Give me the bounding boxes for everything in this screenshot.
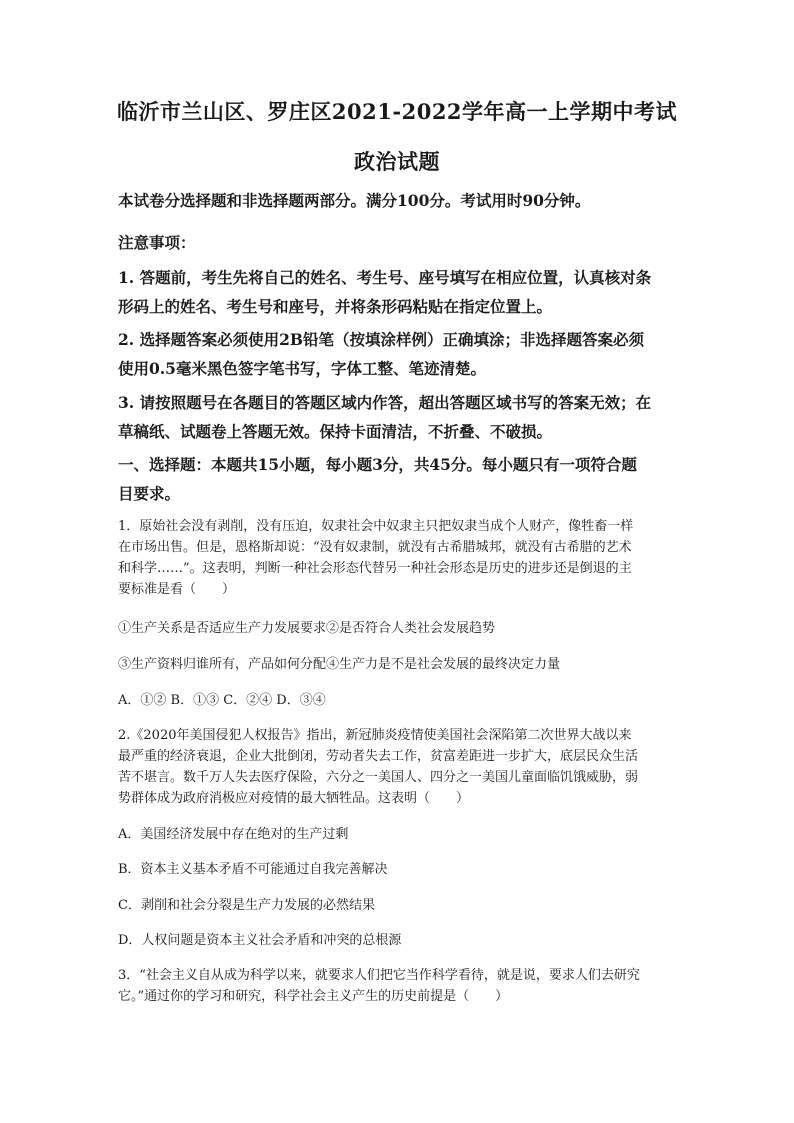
intro-text: 本试卷分选择题和非选择题两部分。满分100分。考试用时90分钟。	[118, 191, 591, 210]
text-line: 和科学……”。这表明，判断一种社会形态代替另一种社会形态是历史的进步还是倒退的主	[118, 561, 632, 576]
note-item-2	[118, 325, 678, 383]
text-line: 势群体成为政府消极应对疫情的最大牺牲品。这表明（ ）	[118, 791, 470, 806]
exam-subtitle: 政治试题	[354, 149, 440, 174]
text-line: 在市场出售。但是，恩格斯却说：“没有奴隶制，就没有古希腊城邦，就没有古希腊的艺术	[118, 540, 632, 555]
question-2-option-b: B．资本主义基本矛盾不可能通过自我完善解决	[118, 862, 388, 877]
text-line: 1. 答题前，考生先将自己的姓名、考生号、座号填写在相应位置，认真核对条	[118, 268, 652, 287]
notes-heading: 注意事项：	[118, 233, 196, 252]
text-line: 2. 选择题答案必须使用2B铅笔（按填涂样例）正确填涂；非选择题答案必须	[118, 330, 644, 349]
question-1-stem	[118, 516, 680, 600]
question-1-options: A．①② B．①③ C．②④ D．③④	[118, 693, 326, 708]
text-line: 目要求。	[118, 484, 181, 503]
text-line: 苦不堪言。数千万人失去医疗保险，六分之一美国人、四分之一美国儿童面临饥饿威胁，弱	[118, 770, 639, 785]
text-line: 使用0.5毫米黑色签字笔书写，字体工整、笔迹清楚。	[118, 359, 486, 378]
text-line: 它。”通过你的学习和研究，科学社会主义产生的历史前提是（ ）	[118, 989, 509, 1004]
text-line: 最严重的经济衰退，企业大批倒闭，劳动者失去工作，贫富差距进一步扩大，底层民众生活	[118, 749, 639, 764]
note-item-3	[118, 388, 678, 446]
question-2-option-c: C．剥削和社会分裂是生产力发展的必然结果	[118, 898, 375, 913]
text-line: 1．原始社会没有剥削，没有压迫，奴隶社会中奴隶主只把奴隶当成个人财产，像牲畜一样	[118, 519, 634, 534]
question-1-item: ①生产关系是否适应生产力发展要求②是否符合人类社会发展趋势	[118, 621, 496, 636]
exam-title: 临沂市兰山区、罗庄区2021-2022学年高一上学期中考试	[116, 99, 678, 124]
text-line: 2.《2020年美国侵犯人权报告》指出，新冠肺炎疫情使美国社会深陷第二次世界大战以来	[118, 728, 632, 743]
question-1-item: ③生产资料归谁所有，产品如何分配④生产力是不是社会发展的最终决定力量	[118, 657, 561, 672]
text-line: 形码上的姓名、考生号和座号，并将条形码粘贴在指定位置上。	[118, 297, 553, 316]
question-2-option-d: D．人权问题是资本主义社会矛盾和冲突的总根源	[118, 933, 402, 948]
text-line: 草稿纸、试题卷上答题无效。保持卡面清洁，不折叠、不破损。	[118, 422, 553, 441]
section-heading	[118, 450, 678, 508]
text-line: 3．“社会主义自从成为科学以来，就要求人们把它当作科学看待，就是说，要求人们去研究	[118, 968, 640, 983]
text-line: 要标准是看（ ）	[118, 582, 236, 597]
question-2-option-a: A．美国经济发展中存在绝对的生产过剩	[118, 827, 349, 842]
note-item-1	[118, 263, 678, 321]
question-3-stem	[118, 965, 680, 1007]
question-2-stem	[118, 725, 680, 809]
text-line: 3. 请按照题号在各题目的答题区域内作答，超出答题区域书写的答案无效；在	[118, 393, 652, 412]
text-line: 一、选择题：本题共15小题，每小题3分，共45分。每小题只有一项符合题	[118, 455, 637, 474]
